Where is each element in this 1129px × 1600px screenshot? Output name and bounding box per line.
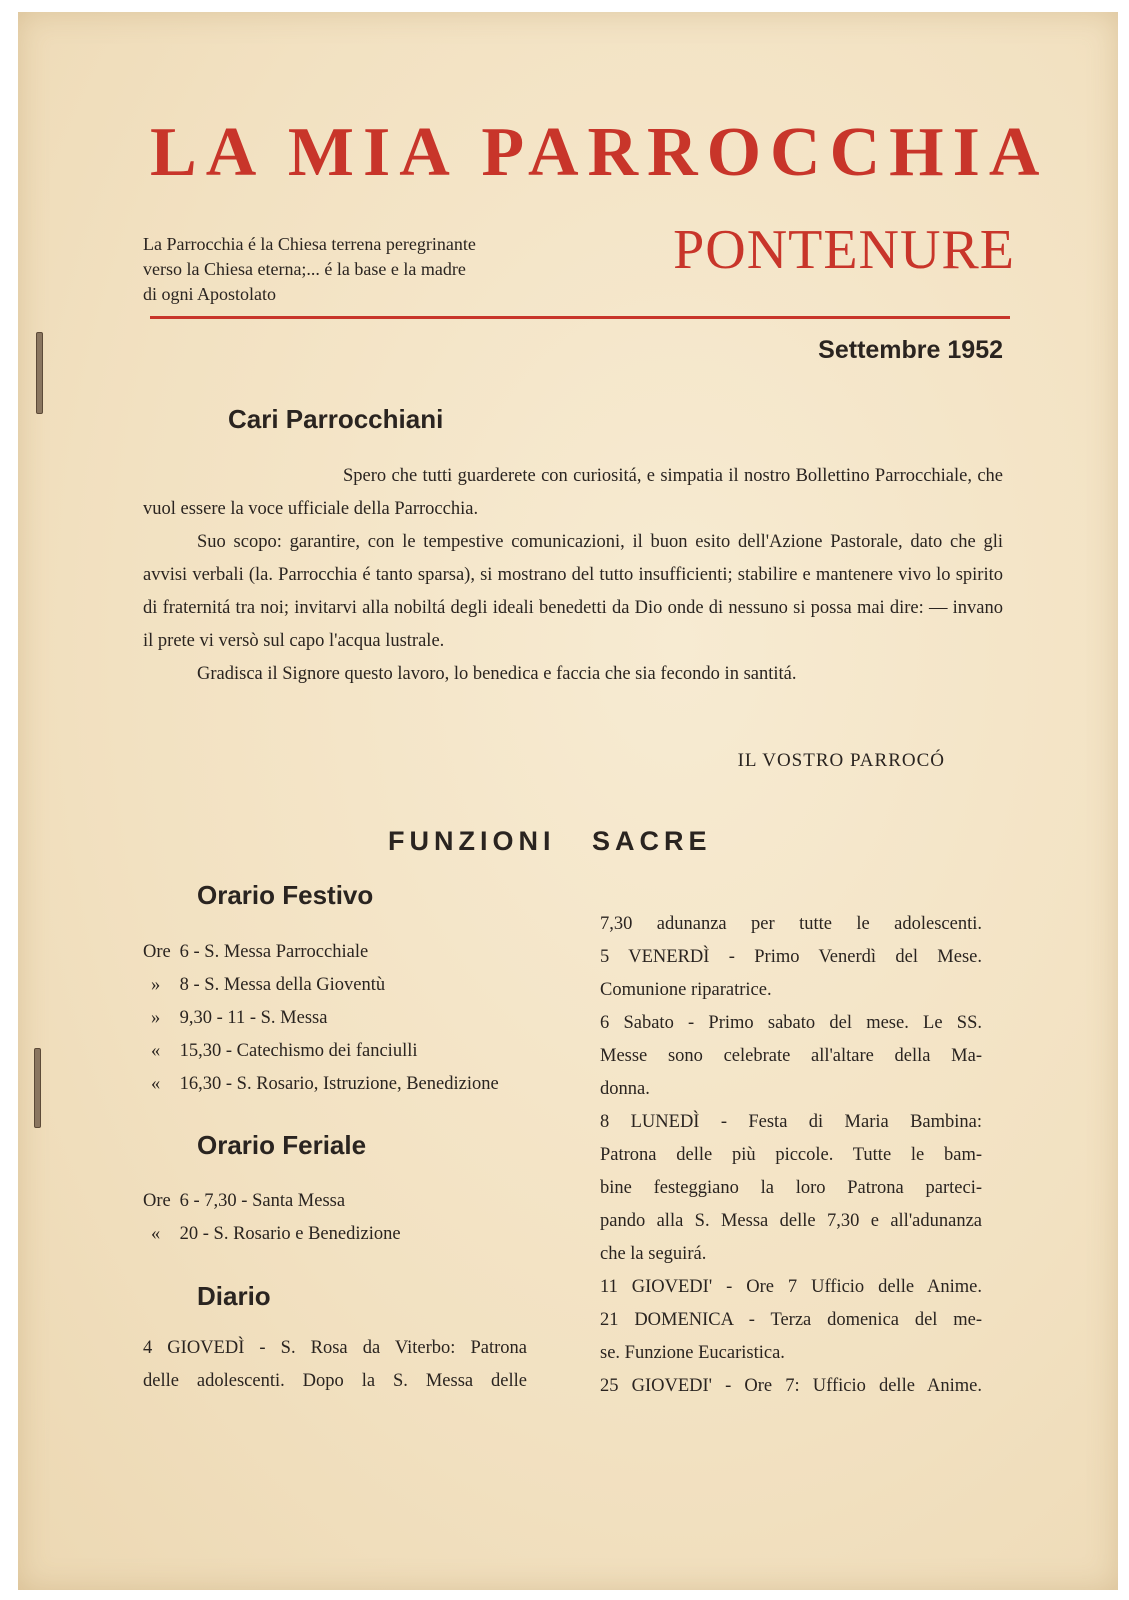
issue-date: Settembre 1952: [818, 336, 1003, 364]
row-text: 8 - S. Messa della Gioventù: [179, 975, 386, 995]
letter-body: [143, 460, 1003, 691]
subhead-diario: Diario: [197, 1281, 271, 1311]
diario-line: che la seguirá.: [600, 1244, 707, 1264]
row-text: 15,30 - Catechismo dei fanciulli: [179, 1041, 418, 1061]
schedule-feriale: [143, 1185, 543, 1251]
schedule-festivo: [143, 936, 543, 1101]
diario-line: Patrona delle più piccole. Tutte le bam-: [600, 1145, 982, 1165]
row-lead: Ore: [143, 942, 171, 962]
diario-left-column: [143, 1332, 527, 1398]
diario-right-column: [600, 908, 982, 1403]
letter-paragraph: Spero che tutti guarderete con curiositá, e simpatia il nostro Bollettino Parrocchiale, che vuol essere la voce ufficiale della Parrocchia.: [143, 466, 1003, 519]
town-name: PONTENURE: [673, 219, 1015, 281]
schedule-row: [143, 936, 543, 969]
motto-line: verso la Chiesa eterna;... é la base e la madre: [143, 259, 466, 279]
diario-line: delle adolescenti. Dopo la S. Messa delle: [143, 1371, 527, 1391]
diario-line: donna.: [600, 1079, 650, 1099]
diario-line: 6 Sabato - Primo sabato del mese. Le SS.: [600, 1013, 982, 1033]
schedule-row: [143, 1035, 543, 1068]
diario-line: Messe sono celebrate all'altare della Ma-: [600, 1046, 982, 1066]
row-text: 16,30 - S. Rosario, Istruzione, Benedizione: [179, 1074, 499, 1094]
letter-signature: IL VOSTRO PARROCÓ: [737, 750, 945, 771]
diario-line: 25 GIOVEDI' - Ore 7: Ufficio delle Anime.: [600, 1376, 982, 1396]
row-mark: »: [151, 1008, 161, 1028]
masthead-title: LA MIA PARROCCHIA: [150, 114, 1049, 191]
row-mark: «: [151, 1224, 161, 1244]
row-text: 20 - S. Rosario e Benedizione: [179, 1224, 401, 1244]
diario-line: 5 VENERDÌ - Primo Venerdì del Mese.: [600, 947, 982, 967]
masthead-motto: [143, 232, 583, 307]
diario-line: 11 GIOVEDI' - Ore 7 Ufficio delle Anime.: [600, 1277, 982, 1297]
masthead-divider: [150, 316, 1010, 319]
staple-bottom: [34, 1048, 41, 1128]
schedule-row: [143, 1002, 543, 1035]
diario-line: 4 GIOVEDÌ - S. Rosa da Viterbo: Patrona: [143, 1338, 527, 1358]
row-mark: »: [151, 975, 161, 995]
row-mark: «: [151, 1041, 161, 1061]
diario-line: 21 DOMENICA - Terza domenica del me-: [600, 1310, 982, 1330]
schedule-row: [143, 1068, 543, 1101]
diario-line: 8 LUNEDÌ - Festa di Maria Bambina:: [600, 1112, 982, 1132]
row-text: 6 - S. Messa Parrocchiale: [179, 942, 369, 962]
diario-line: bine festeggiano la loro Patrona parteci-: [600, 1178, 982, 1198]
staple-top: [36, 332, 43, 414]
letter-paragraph: Suo scopo: garantire, con le tempestive comunicazioni, il buon esito dell'Azione Pastorale, dato che gli avvisi verbali (la. Parrocchia é tanto sparsa), si mostrano del tutto insufficienti; stabilire e mantenere vivo lo spirito di fraternitá tra noi; invitarvi alla nobiltá degli ideali benedetti da Dio onde di nessuno si possa mai dire: — invano il prete vi versò sul capo l'acqua lustrale.: [143, 532, 1003, 651]
row-text: 9,30 - 11 - S. Messa: [179, 1008, 328, 1028]
schedule-row: [143, 1218, 543, 1251]
diario-line: 7,30 adunanza per tutte le adolescenti.: [600, 914, 982, 934]
motto-line: La Parrocchia é la Chiesa terrena peregrinante: [143, 234, 476, 254]
subhead-feriale: Orario Feriale: [197, 1130, 367, 1160]
schedule-row: [143, 1185, 543, 1218]
row-mark: «: [151, 1074, 161, 1094]
letter-paragraph: Gradisca il Signore questo lavoro, lo benedica e faccia che sia fecondo in santitá.: [197, 664, 797, 684]
schedule-row: [143, 969, 543, 1002]
row-text: 6 - 7,30 - Santa Messa: [179, 1191, 346, 1211]
letter-greeting: Cari Parrocchiani: [228, 404, 444, 434]
section-title: FUNZIONI SACRE: [388, 826, 712, 856]
row-lead: Ore: [143, 1191, 171, 1211]
diario-line: pando alla S. Messa delle 7,30 e all'adunanza: [600, 1211, 982, 1231]
motto-line: di ogni Apostolato: [143, 284, 277, 304]
diario-line: Comunione riparatrice.: [600, 980, 772, 1000]
diario-line: se. Funzione Eucaristica.: [600, 1343, 785, 1363]
subhead-festivo: Orario Festivo: [197, 880, 374, 910]
